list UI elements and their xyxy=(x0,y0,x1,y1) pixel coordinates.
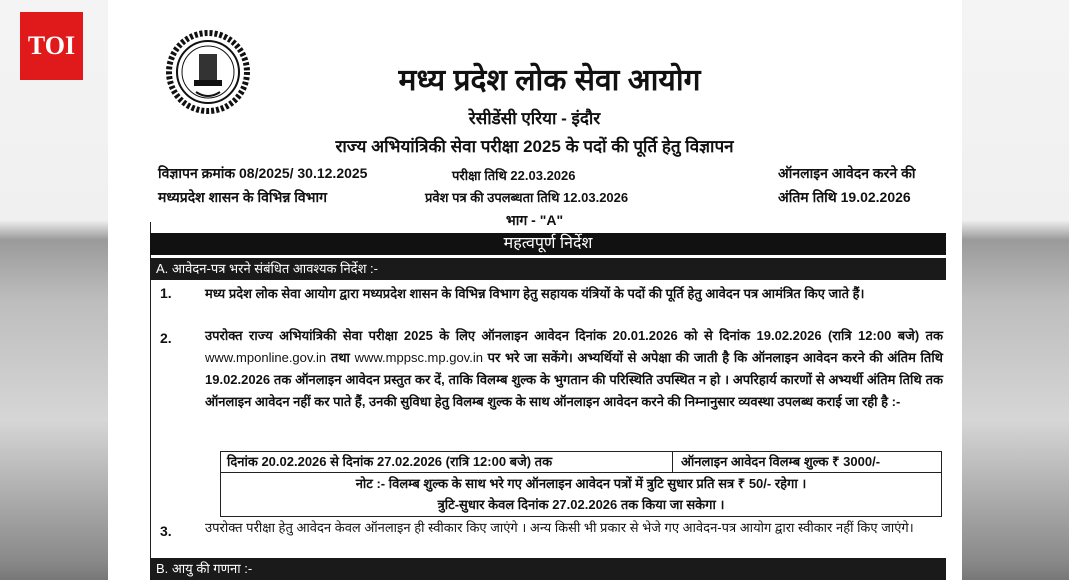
late-fee-table xyxy=(220,451,942,517)
exam-date: परीक्षा तिथि 22.03.2026 xyxy=(452,168,576,183)
late-fee-amount: ऑनलाइन आवेदन विलम्ब शुल्क ₹ 3000/- xyxy=(681,454,881,469)
item-text: उपरोक्त परीक्षा हेतु आवेदन केवल ऑनलाइन ही स्वीकार किए जाएंगे । अन्य किसी भी प्रकार से भेजे गए आवेदन-पत्र आयोग द्वारा स्वीकार नहीं किए जाएंगे। xyxy=(205,520,914,535)
last-date: अंतिम तिथि 19.02.2026 xyxy=(778,189,911,205)
late-fee-period: दिनांक 20.02.2026 से दिनांक 27.02.2026 (रात्रि 12:00 बजे) तक xyxy=(221,452,673,472)
last-date-label: ऑनलाइन आवेदन करने की xyxy=(778,165,916,181)
item-text-part: उपरोक्त राज्य अभियांत्रिकी सेवा परीक्षा 2025 के लिए ऑनलाइन आवेदन दिनांक 20.01.2026 को से दिनांक 19.02.2026 (रात्रि 12:00 बजे) तक xyxy=(205,328,943,343)
ad-number: विज्ञापन क्रमांक 08/2025/ 30.12.2025 xyxy=(158,165,368,181)
item-number: 1. xyxy=(160,285,172,301)
mponline-link[interactable]: www.mponline.gov.in xyxy=(205,350,327,365)
important-instructions-bar: महत्वपूर्ण निर्देश xyxy=(150,233,946,255)
address: रेसीडेंसी एरिया - इंदौर xyxy=(468,109,601,128)
section-a-heading: A. आवेदन-पत्र भरने संबंधित आवश्यक निर्देश :- xyxy=(150,258,946,280)
item-text-part: तथा xyxy=(326,350,355,365)
item-text-part: पर भरे जा सकेंगे। अभ्यर्थियों से अपेक्षा की जाती है कि ऑनलाइन आवेदन करने की अंतिम तिथि 19.02.2026 तक ऑनलाइन आवेदन प्रस्तुत कर दें, ताकि विलम्ब शुल्क के भुगतान की परिस्थिति उपस्थित न हो । अपरिहार्य कारणों से अभ्यर्थी अंतिम तिथि तक ऑनलाइन आवेदन नहीं कर पाते हैं, उनकी सुविधा हेतु विलम्ब शुल्क के साथ ऑनलाइन आवेदन करने की निम्नानुसार व्यवस्था उपलब्ध कराई जा रही है :- xyxy=(205,350,943,409)
item-text: मध्य प्रदेश लोक सेवा आयोग द्वारा मध्यप्रदेश शासन के विभिन्न विभाग हेतु सहायक यंत्रियों के पदों की पूर्ति हेतु आवेदन पत्र आमंत्रित किए जाते हैं। xyxy=(205,286,865,301)
section-b-heading: B. आयु की गणना :- xyxy=(150,558,946,580)
fee-note-1: नोट :- विलम्ब शुल्क के साथ भरे गए ऑनलाइन आवेदन पत्रों में त्रुटि सुधार प्रति सत्र ₹ 50/- रहेगा । xyxy=(355,476,807,491)
fee-note-2: त्रुटि-सुधार केवल दिनांक 27.02.2026 तक किया जा सकेगा । xyxy=(437,497,725,512)
item-number: 2. xyxy=(160,330,172,346)
part-label: भाग - "A" xyxy=(505,212,564,228)
department: मध्यप्रदेश शासन के विभिन्न विभाग xyxy=(158,189,327,205)
toi-logo: TOI xyxy=(20,12,83,80)
item-text xyxy=(205,325,943,413)
mppsc-link[interactable]: www.mppsc.mp.gov.in xyxy=(354,350,483,365)
admit-card-date: प्रवेश पत्र की उपलब्धता तिथि 12.03.2026 xyxy=(425,190,629,205)
item-number: 3. xyxy=(160,523,172,539)
subtitle: राज्य अभियांत्रिकी सेवा परीक्षा 2025 के पदों की पूर्ति हेतु विज्ञापन xyxy=(335,137,734,156)
page-title: मध्य प्रदेश लोक सेवा आयोग xyxy=(398,64,701,97)
